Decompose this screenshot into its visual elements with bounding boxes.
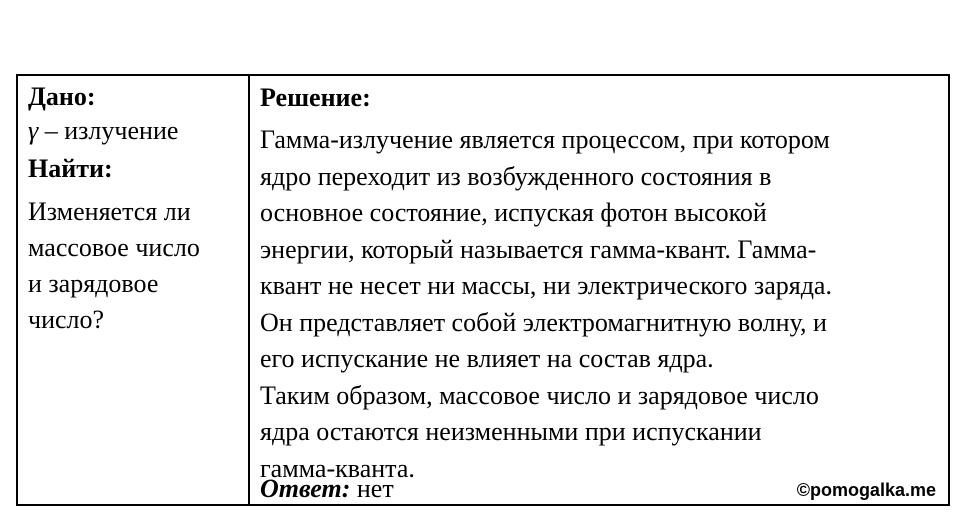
solution-line: Таким образом, массовое число и зарядовое число bbox=[260, 380, 819, 410]
solution-line: его испускание не влияет на состав ядра. bbox=[260, 344, 714, 373]
given-heading: Дано: bbox=[28, 82, 96, 111]
question-text bbox=[28, 194, 242, 338]
find-heading: Найти: bbox=[28, 154, 113, 183]
question-line: и зарядовое bbox=[28, 269, 159, 298]
solution-column bbox=[260, 80, 944, 487]
solution-table bbox=[16, 74, 950, 506]
question-line: Изменяется ли bbox=[28, 197, 191, 226]
answer-value: нет bbox=[356, 474, 394, 503]
answer-label: Ответ: bbox=[260, 474, 351, 503]
given-item bbox=[28, 114, 242, 148]
solution-line: основное состояние, испуская фотон высокой bbox=[260, 198, 767, 227]
solution-text bbox=[260, 122, 944, 487]
given-item-text: – излучение bbox=[38, 116, 179, 145]
watermark: ©pomogalka.me bbox=[796, 480, 936, 500]
question-line: массовое число bbox=[28, 233, 200, 262]
solution-line: ядро переходит из возбужденного состояния в bbox=[260, 161, 772, 191]
solution-line: ядра остаются неизменными при испускании bbox=[260, 417, 762, 446]
question-line: число? bbox=[28, 305, 105, 334]
solution-line: Он представляет собой электромагнитную волну, и bbox=[260, 307, 827, 337]
solution-line: энергии, который называется гамма-квант. Гамма- bbox=[260, 234, 817, 264]
solution-line: Гамма-излучение является процессом, при котором bbox=[260, 125, 830, 154]
given-column bbox=[28, 80, 242, 338]
column-divider bbox=[248, 76, 250, 504]
gamma-symbol: γ bbox=[28, 116, 39, 145]
answer-line bbox=[260, 472, 394, 506]
solution-line: гамма-кванта. bbox=[260, 453, 415, 483]
solution-heading: Решение: bbox=[260, 83, 371, 112]
solution-line: квант не несет ни массы, ни электрического заряда. bbox=[260, 271, 832, 300]
